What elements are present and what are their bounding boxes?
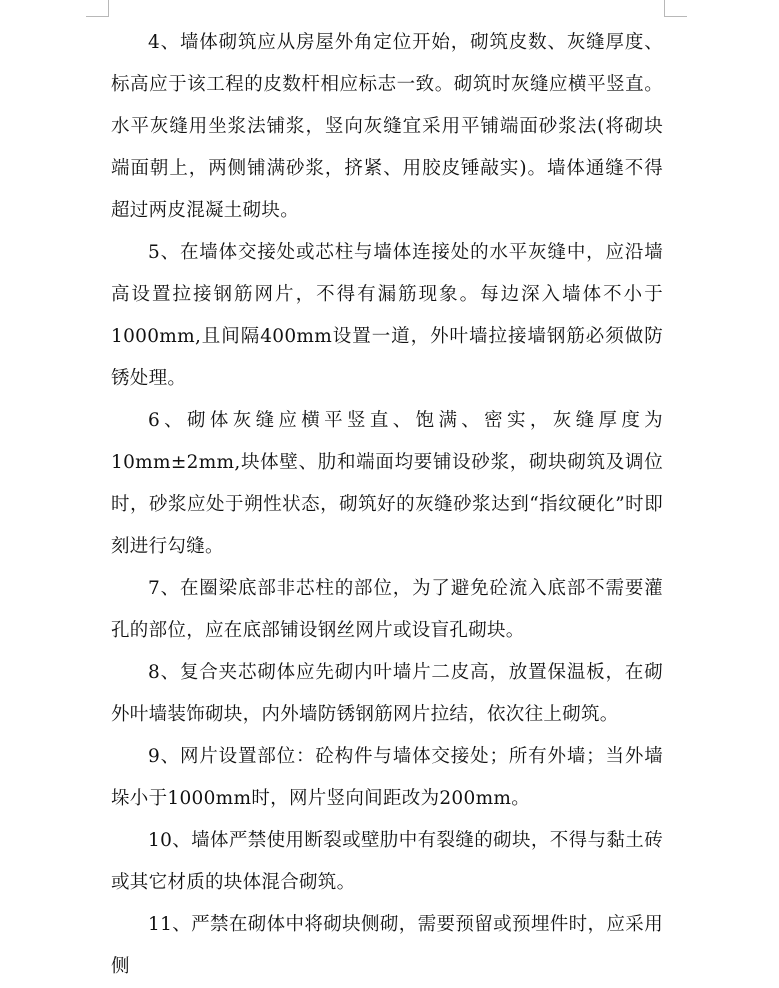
paragraph-9: 9、网片设置部位：砼构件与墙体交接处；所有外墙；当外墙垛小于1000mm时，网片竖向间距改为200mm。 (111, 746, 663, 809)
paragraph-5: 5、在墙体交接处或芯柱与墙体连接处的水平灰缝中，应沿墙高设置拉接钢筋网片，不得有漏筋现象。每边深入墙体不小于1000mm,且间隔400mm设置一道，外叶墙拉接墙钢筋必须做防锈处理。 (111, 242, 663, 389)
paragraph-4: 4、墙体砌筑应从房屋外角定位开始，砌筑皮数、灰缝厚度、标高应于该工程的皮数杆相应标志一致。砌筑时灰缝应横平竖直。水平灰缝用坐浆法铺浆，竖向灰缝宜采用平铺端面砂浆法(将砌块端面朝上，两侧铺满砂浆，挤紧、用胶皮锤敲实)。墙体通缝不得超过两皮混凝土砌块。 (111, 32, 663, 221)
paragraph-7: 7、在圈梁底部非芯柱的部位，为了避免砼流入底部不需要灌孔的部位，应在底部铺设钢丝网片或设盲孔砌块。 (111, 578, 663, 641)
page-corner-mark-right (664, 0, 687, 17)
paragraph-8: 8、复合夹芯砌体应先砌内叶墙片二皮高，放置保温板，在砌外叶墙装饰砌块，内外墙防锈钢筋网片拉结，依次往上砌筑。 (111, 662, 663, 725)
document-body (111, 22, 663, 988)
paragraph-10: 10、墙体严禁使用断裂或壁肋中有裂缝的砌块，不得与黏土砖或其它材质的块体混合砌筑。 (111, 830, 663, 893)
paragraph-6: 6、砌体灰缝应横平竖直、饱满、密实，灰缝厚度为10mm±2mm,块体壁、肋和端面均要铺设砂浆，砌块砌筑及调位时，砂浆应处于朔性状态，砌筑好的灰缝砂浆达到“指纹硬化”时即刻进行勾缝。 (111, 410, 663, 557)
paragraph-11: 11、严禁在砌体中将砌块侧砌，需要预留或预埋件时，应采用侧 (111, 914, 663, 977)
page-corner-mark-left (86, 0, 109, 17)
